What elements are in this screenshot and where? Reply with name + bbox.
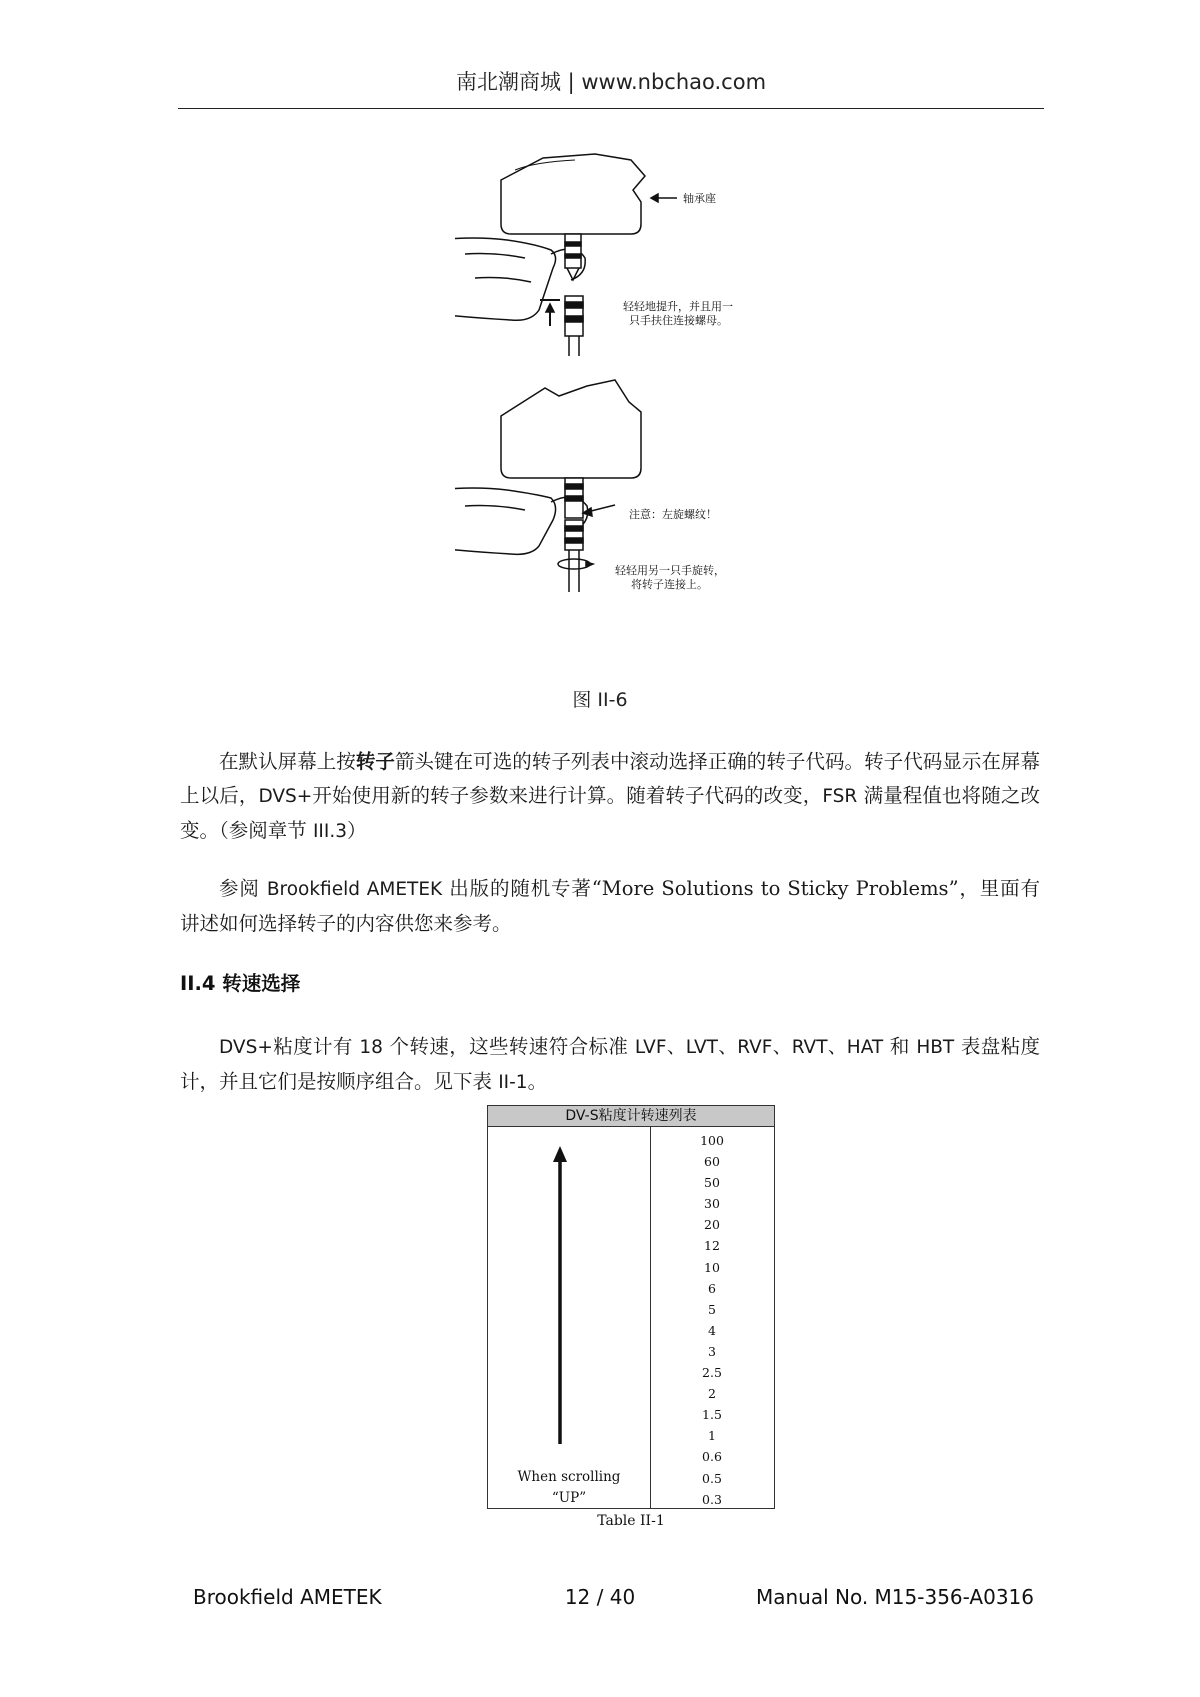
speed-value: 50 <box>704 1175 720 1191</box>
figure-spindle-attach <box>455 150 775 660</box>
key-name-spindle: 转子 <box>355 750 395 773</box>
speed-value: 100 <box>700 1133 724 1148</box>
speed-value: 20 <box>704 1217 720 1233</box>
page-header: 南北潮商城 | www.nbchao.com <box>455 70 767 94</box>
paragraph-spindle-selection: 在默认屏幕上按转子箭头键在可选的转子列表中滚动选择正确的转子代码。转子代码显示在屏幕上以后，DVS+开始使用新的转子参数来进行计算。随着转子代码的改变，FSR 满量程值也将随之改变。（参阅章节 III.3） <box>180 750 1040 842</box>
speed-value: 0.6 <box>702 1449 722 1465</box>
speed-value: 12 <box>704 1238 720 1254</box>
label-lift-line2: 只手扶住连接螺母。 <box>629 314 728 327</box>
label-turn-line2: 将转子连接上。 <box>631 578 708 591</box>
label-lift-line1: 轻轻地提升，并且用一 <box>623 300 733 313</box>
speed-table-body <box>487 1126 775 1509</box>
footer-manual-number: Manual No. M15-356-A0316 <box>755 1585 1034 1609</box>
label-turn-line1: 轻轻用另一只手旋转， <box>615 564 725 577</box>
speed-table-title: DV-S粘度计转速列表 <box>487 1105 775 1127</box>
section-heading: II.4 转速选择 <box>180 972 301 995</box>
paragraph-speed-selection: DVS+粘度计有 18 个转速，这些转速符合标准 LVF、LVT、RVF、RVT、HAT 和 HBT 表盘粘度计，并且它们是按顺序组合。见下表 II-1。 <box>180 1035 1041 1093</box>
speed-value: 5 <box>708 1301 716 1317</box>
speed-value: 60 <box>704 1154 720 1170</box>
footer-page-number: 12 / 40 <box>564 1585 636 1609</box>
speed-value: 4 <box>708 1322 716 1338</box>
speed-value: 3 <box>708 1343 716 1359</box>
label-bearing-housing: 轴承座 <box>683 192 716 205</box>
speed-value: 1 <box>708 1428 716 1444</box>
scroll-note-line2: “UP” <box>551 1490 587 1506</box>
speed-value: 6 <box>708 1280 716 1296</box>
figure-caption: 图 II-6 <box>572 689 628 711</box>
speed-value: 2.5 <box>702 1365 722 1381</box>
scroll-up-arrow-icon <box>548 1146 572 1446</box>
speed-value: 0.5 <box>702 1470 722 1486</box>
speed-value: 1.5 <box>702 1407 722 1423</box>
label-left-hand-thread: 注意：左旋螺纹！ <box>629 508 717 521</box>
scroll-note-line1: When scrolling <box>517 1469 621 1485</box>
figure-bottom-illustration <box>455 380 641 592</box>
speed-value: 10 <box>704 1259 720 1275</box>
paragraph-reference-monograph: 参阅 Brookfield AMETEK 出版的随机专著“More Solutions to Sticky Problems”，里面有讲述如何选择转子的内容供您来参考。 <box>180 877 1041 935</box>
speed-value: 2 <box>708 1386 716 1402</box>
speed-values-column <box>651 1130 773 1510</box>
header-rule <box>178 108 1044 109</box>
table-caption: Table II-1 <box>597 1513 665 1529</box>
speed-value: 0.3 <box>702 1491 722 1507</box>
footer-company: Brookfield AMETEK <box>193 1585 382 1609</box>
speed-value: 30 <box>704 1196 720 1212</box>
speed-table <box>487 1105 775 1509</box>
